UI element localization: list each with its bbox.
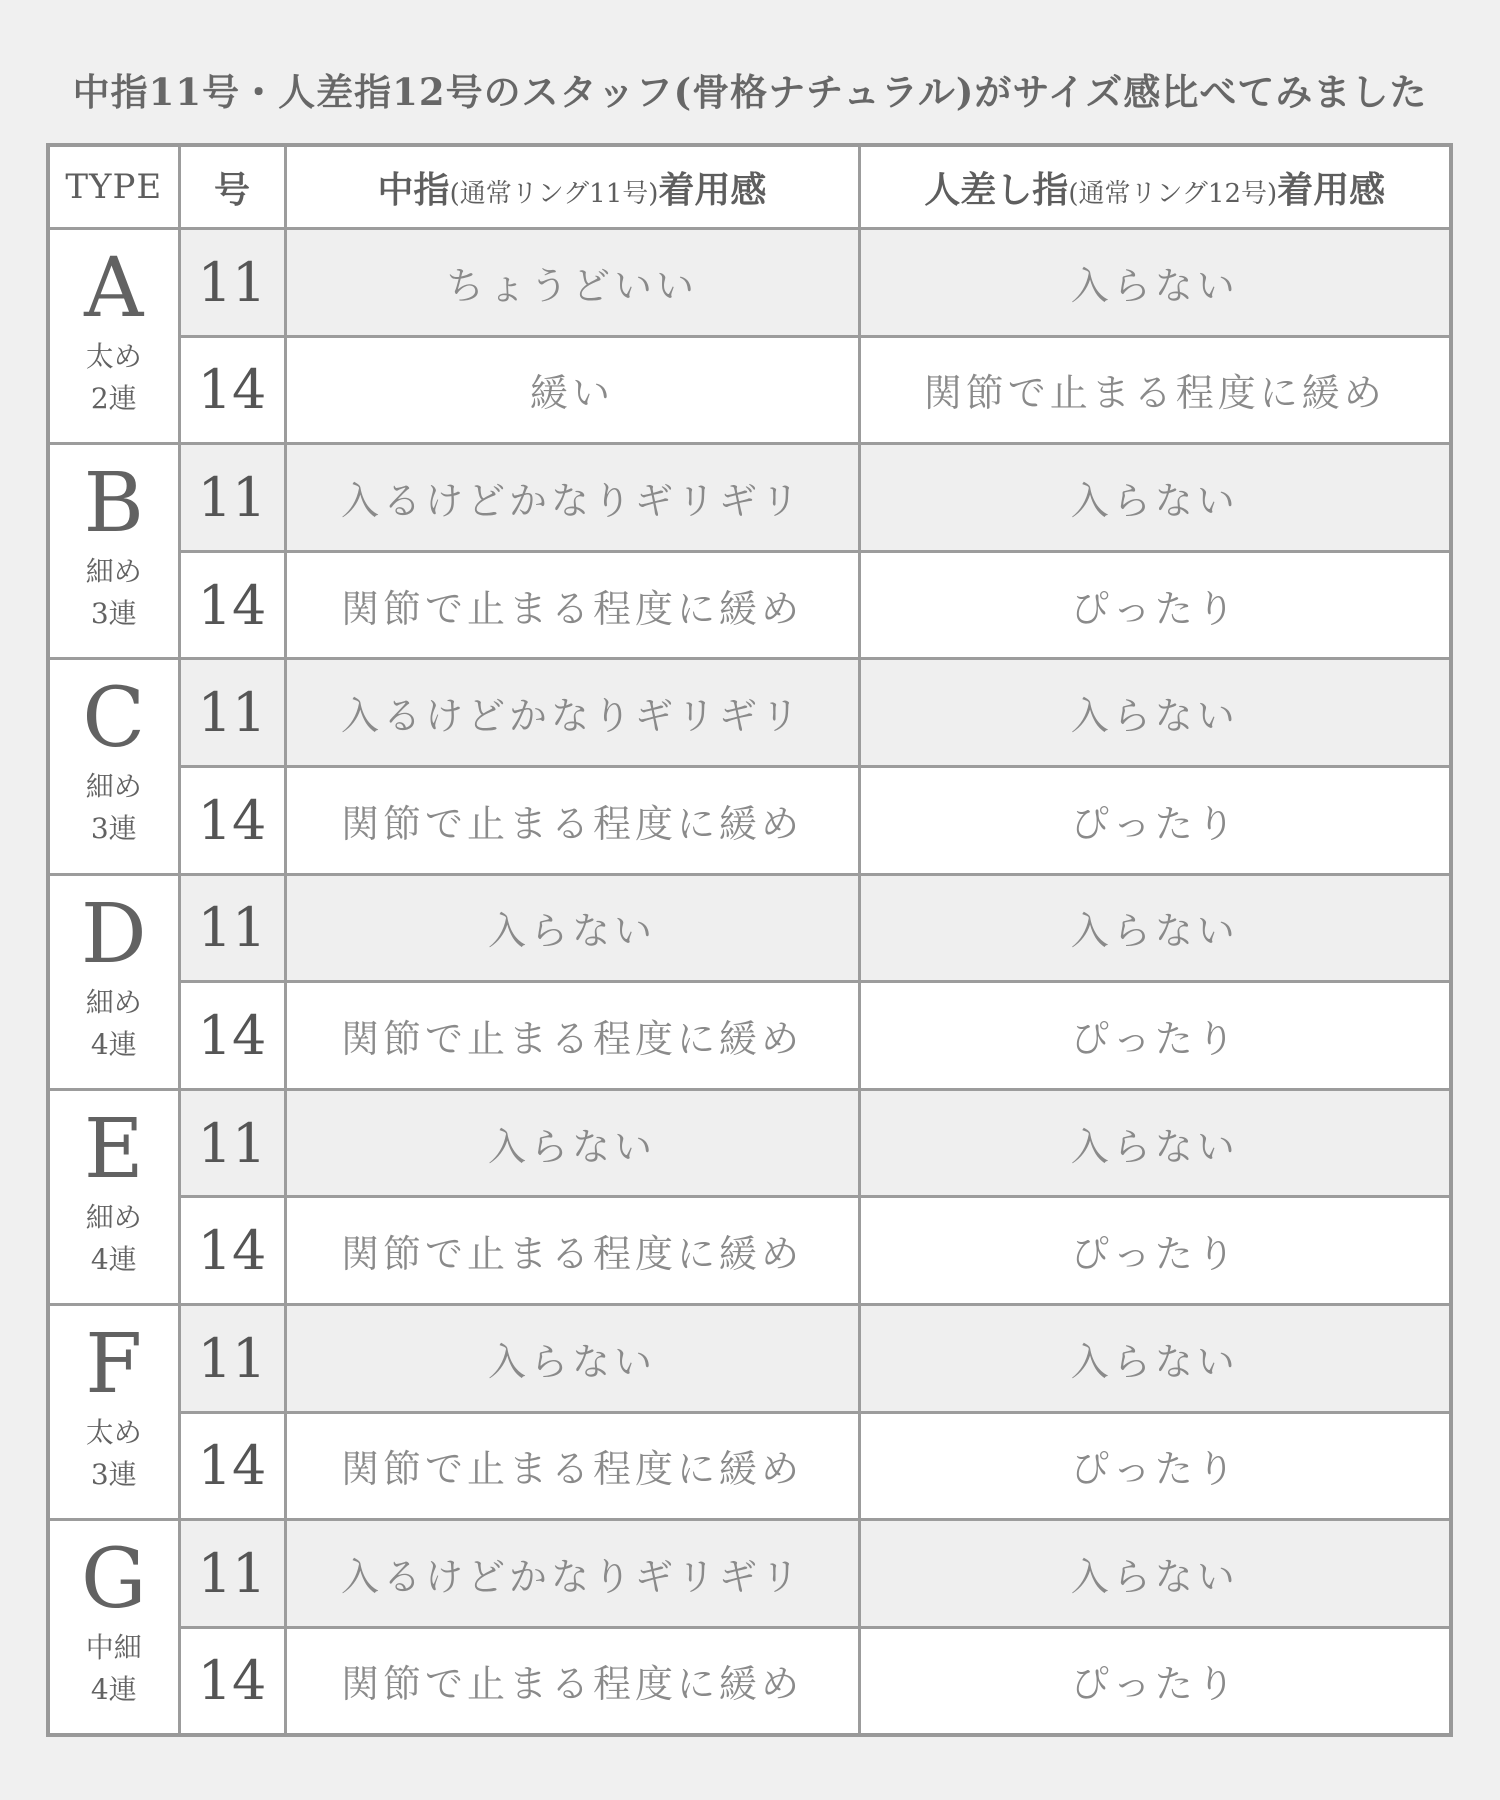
type-description: 太め 3連: [85, 1416, 142, 1492]
header-index-tail: 着用感: [1277, 168, 1386, 211]
size-cell: 11: [179, 874, 285, 982]
table-header-row: [48, 145, 1451, 229]
middle-fit-cell: 入らない: [285, 1089, 859, 1197]
index-fit-cell: 入らない: [859, 1089, 1451, 1197]
type-description: 太め 2連: [85, 340, 142, 416]
table-row: [48, 1089, 1451, 1197]
header-middle-main: 中指: [377, 168, 450, 211]
middle-fit-cell: 関節で止まる程度に緩め: [285, 1627, 859, 1735]
type-letter: B: [83, 456, 144, 552]
middle-fit-cell: 関節で止まる程度に緩め: [285, 982, 859, 1090]
middle-fit-cell: 入らない: [285, 1304, 859, 1412]
type-description: 細め 4連: [85, 1200, 142, 1276]
table-row: [48, 1627, 1451, 1735]
type-cell: [48, 229, 179, 444]
header-size: 号: [179, 145, 285, 229]
header-type: TYPE: [48, 145, 179, 229]
index-fit-cell: ぴったり: [859, 551, 1451, 659]
middle-fit-cell: ちょうどいい: [285, 229, 859, 337]
index-fit-cell: 入らない: [859, 1304, 1451, 1412]
middle-fit-cell: 関節で止まる程度に緩め: [285, 551, 859, 659]
table-row: [48, 336, 1451, 444]
table-row: [48, 1197, 1451, 1305]
table-row: [48, 229, 1451, 337]
header-index-sub: (通常リング12号): [1068, 178, 1278, 209]
header-middle-tail: 着用感: [658, 168, 767, 211]
type-cell: [48, 444, 179, 659]
type-cell: [48, 659, 179, 874]
table-row: [48, 659, 1451, 767]
type-letter: F: [85, 1317, 143, 1413]
index-fit-cell: ぴったり: [859, 1627, 1451, 1735]
index-fit-cell: ぴったり: [859, 1197, 1451, 1305]
type-description: 細め 3連: [85, 555, 142, 631]
table-row: [48, 982, 1451, 1090]
type-description: 中細 4連: [85, 1631, 142, 1707]
size-cell: 11: [179, 1089, 285, 1197]
middle-fit-cell: 入るけどかなりギリギリ: [285, 444, 859, 552]
size-cell: 14: [179, 1627, 285, 1735]
type-letter: E: [83, 1101, 144, 1197]
type-cell: [48, 874, 179, 1089]
index-fit-cell: 入らない: [859, 659, 1451, 767]
index-fit-cell: ぴったり: [859, 982, 1451, 1090]
middle-fit-cell: 緩い: [285, 336, 859, 444]
index-fit-cell: 入らない: [859, 874, 1451, 982]
type-description: 細め 4連: [85, 985, 142, 1061]
table-row: [48, 766, 1451, 874]
table-row: [48, 444, 1451, 552]
type-letter: D: [80, 886, 147, 982]
index-fit-cell: 入らない: [859, 444, 1451, 552]
table-row: [48, 551, 1451, 659]
table-row: [48, 1304, 1451, 1412]
type-cell: [48, 1089, 179, 1304]
header-index-finger: [859, 145, 1451, 229]
size-comparison-table: [46, 143, 1453, 1737]
index-fit-cell: 入らない: [859, 229, 1451, 337]
type-letter: G: [80, 1532, 147, 1628]
middle-fit-cell: 関節で止まる程度に緩め: [285, 1197, 859, 1305]
table-row: [48, 874, 1451, 982]
header-middle-sub: (通常リング11号): [449, 178, 659, 209]
middle-fit-cell: 関節で止まる程度に緩め: [285, 1412, 859, 1520]
type-description: 細め 3連: [85, 770, 142, 846]
header-middle-finger: [285, 145, 859, 229]
size-cell: 14: [179, 551, 285, 659]
table-row: [48, 1520, 1451, 1628]
type-letter: A: [84, 241, 144, 337]
middle-fit-cell: 入るけどかなりギリギリ: [285, 1520, 859, 1628]
size-cell: 11: [179, 659, 285, 767]
type-letter: C: [82, 671, 146, 767]
size-cell: 14: [179, 1412, 285, 1520]
table-row: [48, 1412, 1451, 1520]
type-cell: [48, 1520, 179, 1735]
index-fit-cell: 入らない: [859, 1520, 1451, 1628]
size-cell: 14: [179, 1197, 285, 1305]
size-cell: 11: [179, 1520, 285, 1628]
type-cell: [48, 1304, 179, 1519]
size-cell: 14: [179, 766, 285, 874]
header-index-main: 人差し指: [924, 168, 1069, 211]
middle-fit-cell: 入るけどかなりギリギリ: [285, 659, 859, 767]
size-cell: 11: [179, 229, 285, 337]
size-cell: 11: [179, 444, 285, 552]
index-fit-cell: ぴったり: [859, 1412, 1451, 1520]
index-fit-cell: 関節で止まる程度に緩め: [859, 336, 1451, 444]
middle-fit-cell: 関節で止まる程度に緩め: [285, 766, 859, 874]
middle-fit-cell: 入らない: [285, 874, 859, 982]
index-fit-cell: ぴったり: [859, 766, 1451, 874]
size-cell: 14: [179, 336, 285, 444]
size-cell: 14: [179, 982, 285, 1090]
size-cell: 11: [179, 1304, 285, 1412]
page-title: 中指11号・人差指12号のスタッフ(骨格ナチュラル)がサイズ感比べてみました: [72, 70, 1428, 114]
